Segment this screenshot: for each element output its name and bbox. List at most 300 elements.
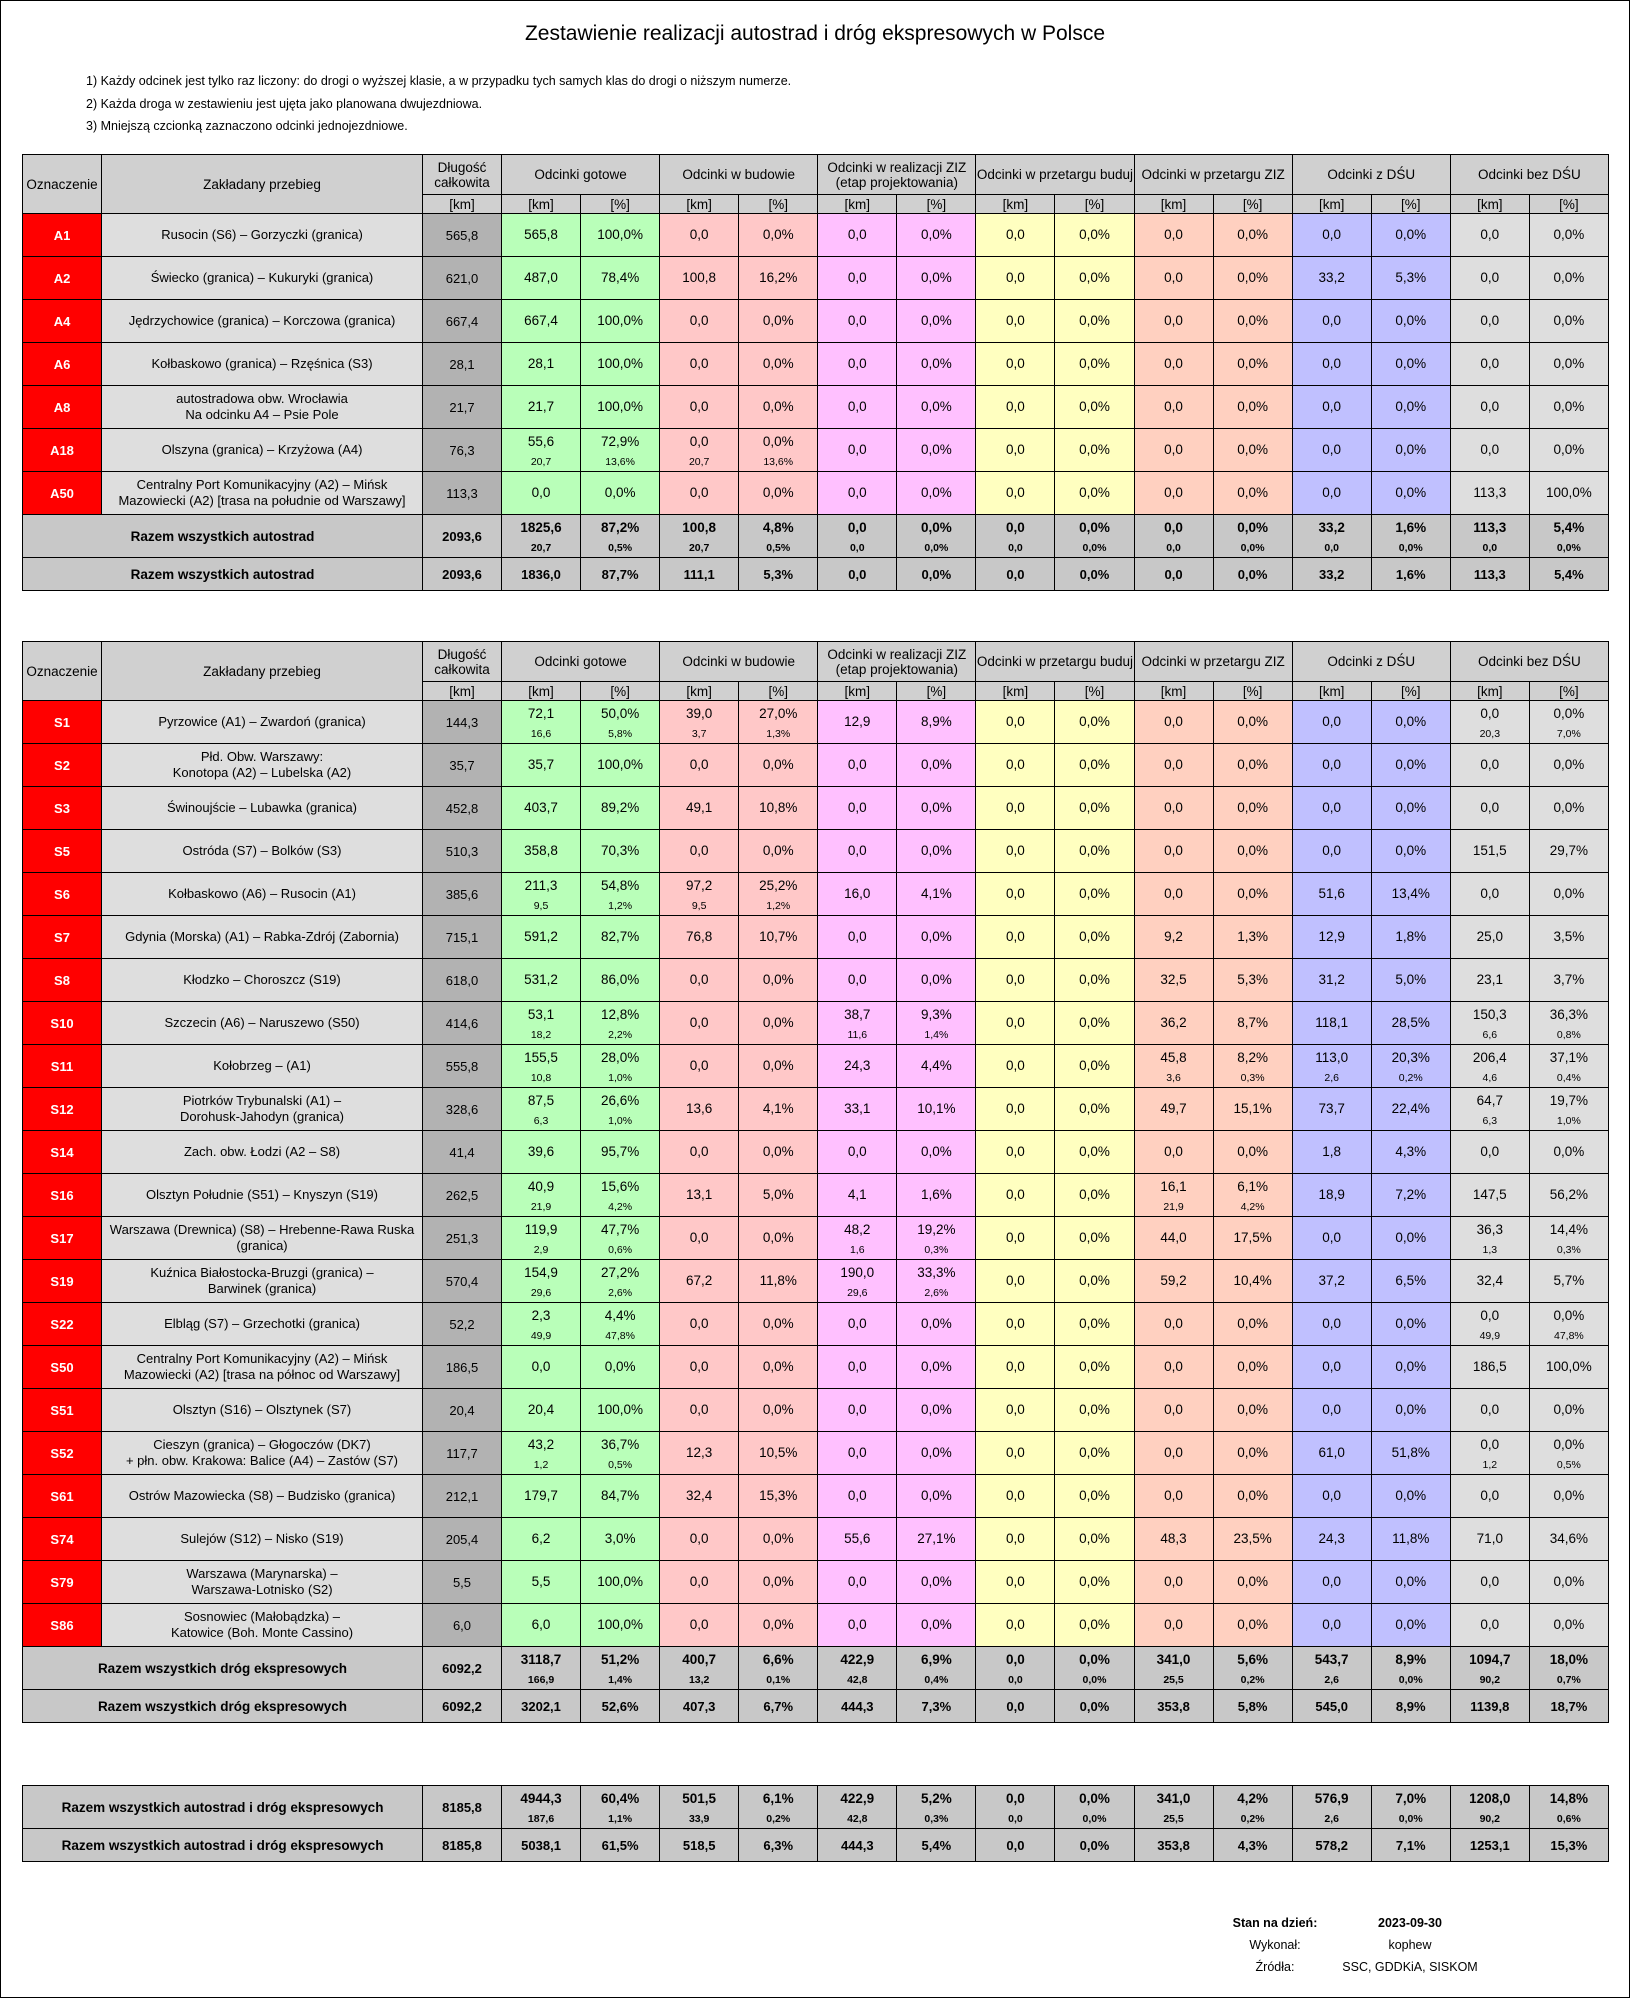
value-main: 0,0 xyxy=(1164,356,1183,371)
value-main: 0,0% xyxy=(1553,1574,1585,1589)
cell-dsu-pct xyxy=(1371,744,1450,787)
value-main: 1,6% xyxy=(1395,520,1427,535)
cell-przetarg-buduj-km xyxy=(976,873,1055,916)
value-single-carriageway: 13,6% xyxy=(605,456,635,468)
value-main: 0,0% xyxy=(1079,227,1110,242)
cell-przetarg-ziz-km xyxy=(1134,916,1213,959)
cell-gotowe-pct xyxy=(581,1260,660,1303)
cell-ziz-pct xyxy=(897,873,976,916)
road-code: S86 xyxy=(23,1604,102,1647)
value-main: 0,0% xyxy=(604,485,636,500)
cell-ziz-pct xyxy=(897,1303,976,1346)
value-single-carriageway: 49,9 xyxy=(1479,1330,1501,1342)
value-main: 86,0% xyxy=(600,972,640,987)
value-main: 341,0 xyxy=(1156,1791,1191,1806)
road-row-s17 xyxy=(23,1217,1609,1260)
value-main: 8,9% xyxy=(1395,1652,1427,1667)
cell-dsu-km: 545,0 xyxy=(1292,1690,1371,1723)
value-main: 16,0 xyxy=(844,886,871,901)
unit-pct: [%] xyxy=(739,682,818,701)
value-main: 0,0% xyxy=(1079,800,1110,815)
value-main: 3118,7 xyxy=(520,1652,562,1667)
cell-przetarg-ziz-pct xyxy=(1213,214,1292,257)
cell-budowa-pct xyxy=(739,1045,818,1088)
value-main: 0,0% xyxy=(1237,442,1268,457)
value-main: 0,0 xyxy=(1480,399,1500,414)
cell-dsu-km xyxy=(1292,214,1371,257)
value-single-carriageway: 2,6% xyxy=(924,1287,949,1299)
value-main: 0,0% xyxy=(1079,1791,1110,1806)
value-main: 0,0 xyxy=(1164,313,1183,328)
cell-przetarg-ziz-pct xyxy=(1213,744,1292,787)
value-main: 28,0% xyxy=(600,1050,640,1065)
value-main: 32,4 xyxy=(686,1488,713,1503)
value-main: 0,0 xyxy=(847,1617,867,1632)
value-main: 1,8 xyxy=(1322,1144,1342,1159)
header-length: Długość całkowita xyxy=(423,155,502,195)
value-main: 13,6 xyxy=(686,1101,713,1116)
value-main: 0,0 xyxy=(1164,399,1183,414)
value-main: 150,3 xyxy=(1472,1007,1507,1022)
cell-dsu-km xyxy=(1292,300,1371,343)
value-main: 0,0% xyxy=(762,434,794,449)
cell-przetarg-ziz-km xyxy=(1134,701,1213,744)
header-group-przetarg-ziz: Odcinki w przetargu ZIZ xyxy=(1134,642,1292,682)
cell-przetarg-buduj-pct xyxy=(1055,744,1134,787)
value-main: 501,5 xyxy=(682,1791,717,1806)
road-code: S52 xyxy=(23,1432,102,1475)
cell-bez-dsu-km xyxy=(1450,1217,1529,1260)
value-single-carriageway: 0,2% xyxy=(1240,1674,1265,1686)
cell-przetarg-buduj-km xyxy=(976,916,1055,959)
value-main: 0,0% xyxy=(604,1359,636,1374)
road-code: A8 xyxy=(23,386,102,429)
value-main: 5,0% xyxy=(762,1187,794,1202)
cell-dsu-km xyxy=(1292,701,1371,744)
value-main: 89,2% xyxy=(600,800,640,815)
value-main: 100,0% xyxy=(1545,1359,1592,1374)
value-main: 4,4% xyxy=(920,1058,952,1073)
road-route: Cieszyn (granica) – Głogoczów (DK7) + płn. obw. Krakowa: Balice (A4) – Zastów (S7) xyxy=(102,1432,423,1475)
road-code: S1 xyxy=(23,701,102,744)
value-main: 15,3% xyxy=(759,1488,798,1503)
value-single-carriageway: 2,6% xyxy=(608,1287,633,1299)
value-main: 0,0% xyxy=(1079,929,1110,944)
value-main: 33,2 xyxy=(1318,520,1345,535)
value-main: 0,0% xyxy=(1395,1617,1427,1632)
value-main: 100,0% xyxy=(597,757,643,772)
cell-bez-dsu-km xyxy=(1450,1174,1529,1217)
cell-gotowe-pct xyxy=(581,1088,660,1131)
road-row-s74 xyxy=(23,1518,1609,1561)
road-code: S5 xyxy=(23,830,102,873)
total-label: Razem wszystkich autostrad xyxy=(23,515,423,558)
value-single-carriageway: 0,2% xyxy=(1240,1813,1265,1825)
cell-bez-dsu-km xyxy=(1450,300,1529,343)
value-main: 0,0 xyxy=(1006,270,1025,285)
road-route: Kołobrzeg – (A1) xyxy=(102,1045,423,1088)
cell-bez-dsu-km xyxy=(1450,386,1529,429)
cell-przetarg-buduj-pct xyxy=(1055,1432,1134,1475)
cell-przetarg-ziz-pct xyxy=(1213,429,1292,472)
value-main: 0,0% xyxy=(920,399,952,414)
cell-dsu-pct xyxy=(1371,386,1450,429)
unit-km: [km] xyxy=(976,195,1055,214)
cell-ziz-km: 444,3 xyxy=(818,1690,897,1723)
road-row-s3 xyxy=(23,787,1609,830)
cell-przetarg-buduj-km xyxy=(976,1260,1055,1303)
cell-przetarg-ziz-km xyxy=(1134,1432,1213,1475)
cell-bez-dsu-km xyxy=(1450,1260,1529,1303)
total-row xyxy=(23,1647,1609,1690)
cell-budowa-pct: 6,3% xyxy=(739,1829,818,1862)
cell-ziz-pct xyxy=(897,1475,976,1518)
value-main: 61,0 xyxy=(1318,1445,1345,1460)
value-single-carriageway: 0,3% xyxy=(924,1813,949,1825)
cell-gotowe-km xyxy=(502,1475,581,1518)
value-single-carriageway: 1,3 xyxy=(1482,1244,1498,1256)
value-main: 15,6% xyxy=(600,1179,640,1194)
value-main: 0,0% xyxy=(1237,227,1268,242)
value-main: 0,0 xyxy=(1164,757,1183,772)
cell-przetarg-buduj-pct xyxy=(1055,787,1134,830)
value-main: 0,0% xyxy=(1079,757,1110,772)
value-single-carriageway: 20,7 xyxy=(530,542,552,554)
value-main: 0,0 xyxy=(1006,520,1025,535)
cell-przetarg-buduj-km xyxy=(976,830,1055,873)
unit-km: [km] xyxy=(660,682,739,701)
cell-ziz-km xyxy=(818,1131,897,1174)
cell-gotowe-pct xyxy=(581,257,660,300)
cell-gotowe-km xyxy=(502,1260,581,1303)
value-single-carriageway: 21,9 xyxy=(1163,1201,1184,1213)
value-main: 72,9% xyxy=(600,434,640,449)
header-group-budowa: Odcinki w budowie xyxy=(660,642,818,682)
value-main: 0,0 xyxy=(689,1531,709,1546)
value-main: 64,7 xyxy=(1476,1093,1503,1108)
value-main: 27,2% xyxy=(600,1265,640,1280)
value-main: 0,0% xyxy=(762,1316,794,1331)
value-main: 0,0% xyxy=(920,1617,952,1632)
value-main: 0,0% xyxy=(1395,800,1427,815)
cell-bez-dsu-pct xyxy=(1529,343,1608,386)
total-row xyxy=(23,1786,1609,1829)
cell-gotowe-pct xyxy=(581,343,660,386)
value-main: 45,8 xyxy=(1160,1050,1187,1065)
value-main: 0,0 xyxy=(1480,313,1500,328)
value-single-carriageway: 0,5% xyxy=(608,1459,633,1471)
value-main: 0,0 xyxy=(1480,270,1500,285)
value-main: 0,0% xyxy=(920,1445,952,1460)
cell-przetarg-buduj-pct xyxy=(1055,1002,1134,1045)
value-single-carriageway: 3,7 xyxy=(691,728,707,740)
cell-przetarg-buduj-pct xyxy=(1055,1045,1134,1088)
value-main: 3,5% xyxy=(1553,929,1585,944)
cell-ziz-km xyxy=(818,1786,897,1829)
value-single-carriageway: 9,5 xyxy=(691,900,707,912)
cell-dsu-km xyxy=(1292,830,1371,873)
value-main: 0,0% xyxy=(1237,1617,1268,1632)
cell-ziz-pct xyxy=(897,1432,976,1475)
cell-ziz-pct: 7,3% xyxy=(897,1690,976,1723)
value-main: 0,0% xyxy=(1237,520,1268,535)
value-main: 0,0% xyxy=(762,1574,794,1589)
value-main: 0,0 xyxy=(1322,1402,1342,1417)
value-single-carriageway: 1,4% xyxy=(608,1674,633,1686)
cell-gotowe-pct xyxy=(581,873,660,916)
cell-gotowe-km xyxy=(502,1045,581,1088)
unit-km: [km] xyxy=(976,682,1055,701)
cell-ziz-km xyxy=(818,1045,897,1088)
value-main: 0,0 xyxy=(1006,1058,1025,1073)
value-main: 5,6% xyxy=(1237,1652,1268,1667)
value-main: 10,4% xyxy=(1233,1273,1272,1288)
cell-ziz-pct xyxy=(897,1174,976,1217)
value-main: 0,0 xyxy=(1164,1488,1183,1503)
value-single-carriageway: 1,2 xyxy=(533,1459,549,1471)
cell-dsu-pct: 7,1% xyxy=(1371,1829,1450,1862)
cell-budowa-km xyxy=(660,1303,739,1346)
value-main: 23,5% xyxy=(1233,1531,1272,1546)
value-main: 0,0 xyxy=(1164,1144,1183,1159)
value-main: 49,7 xyxy=(1160,1101,1187,1116)
wszystkie-table xyxy=(22,1785,1609,1862)
value-main: 0,0 xyxy=(1164,442,1183,457)
value-main: 0,0 xyxy=(1322,485,1342,500)
value-main: 0,0 xyxy=(689,757,709,772)
value-main: 87,5 xyxy=(527,1093,555,1108)
value-main: 400,7 xyxy=(682,1652,717,1667)
unit-pct: [%] xyxy=(1213,682,1292,701)
value-main: 10,8% xyxy=(759,800,798,815)
cell-dsu-km xyxy=(1292,916,1371,959)
value-main: 24,3 xyxy=(1318,1531,1345,1546)
value-main: 0,0 xyxy=(847,1144,867,1159)
cell-ziz-pct xyxy=(897,744,976,787)
cell-przetarg-buduj-km xyxy=(976,343,1055,386)
cell-dsu-pct xyxy=(1371,959,1450,1002)
cell-przetarg-buduj-km xyxy=(976,1217,1055,1260)
total-label: Razem wszystkich dróg ekspresowych xyxy=(23,1647,423,1690)
value-main: 0,0 xyxy=(1480,1144,1500,1159)
cell-gotowe-pct xyxy=(581,1518,660,1561)
road-route: Kuźnica Białostocka-Bruzgi (granica) – Barwinek (granica) xyxy=(102,1260,423,1303)
value-main: 531,2 xyxy=(524,972,558,987)
value-main: 0,0% xyxy=(1553,1402,1585,1417)
value-main: 341,0 xyxy=(1156,1652,1191,1667)
value-main: 16,1 xyxy=(1160,1179,1187,1194)
value-main: 87,2% xyxy=(600,520,640,535)
cell-budowa-km xyxy=(660,701,739,744)
cell-ziz-km xyxy=(818,1002,897,1045)
road-code: S22 xyxy=(23,1303,102,1346)
value-single-carriageway: 0,7% xyxy=(1556,1674,1581,1686)
road-code: A4 xyxy=(23,300,102,343)
header-code: Oznaczenie xyxy=(23,155,102,214)
cell-budowa-km: 407,3 xyxy=(660,1690,739,1723)
value-main: 0,0 xyxy=(689,843,709,858)
cell-budowa-pct xyxy=(739,1174,818,1217)
value-main: 0,0% xyxy=(920,843,952,858)
cell-ziz-km xyxy=(818,744,897,787)
value-single-carriageway: 0,0 xyxy=(1008,542,1023,554)
cell-budowa-pct xyxy=(739,1647,818,1690)
road-route: Pyrzowice (A1) – Zwardoń (granica) xyxy=(102,701,423,744)
value-single-carriageway: 20,3 xyxy=(1479,728,1501,740)
cell-budowa-pct xyxy=(739,1475,818,1518)
value-main: 56,2% xyxy=(1549,1187,1589,1202)
cell-gotowe-pct xyxy=(581,1647,660,1690)
value-main: 147,5 xyxy=(1472,1187,1507,1202)
cell-gotowe-pct: 52,6% xyxy=(581,1690,660,1723)
cell-dsu-pct xyxy=(1371,1131,1450,1174)
road-code: S12 xyxy=(23,1088,102,1131)
cell-przetarg-ziz-pct xyxy=(1213,1217,1292,1260)
cell-bez-dsu-pct xyxy=(1529,386,1608,429)
cell-ziz-pct xyxy=(897,959,976,1002)
value-main: 0,0 xyxy=(1322,757,1342,772)
value-main: 51,2% xyxy=(600,1652,640,1667)
cell-przetarg-buduj-pct xyxy=(1055,300,1134,343)
value-main: 0,0% xyxy=(1079,843,1110,858)
road-row-s12 xyxy=(23,1088,1609,1131)
road-length: 212,1 xyxy=(423,1475,502,1518)
value-main: 0,0 xyxy=(1480,706,1500,721)
cell-gotowe-pct xyxy=(581,1432,660,1475)
cell-ziz-pct xyxy=(897,1217,976,1260)
value-main: 0,0 xyxy=(1164,714,1183,729)
value-main: 38,7 xyxy=(844,1007,871,1022)
cell-bez-dsu-pct xyxy=(1529,1217,1608,1260)
value-main: 0,0 xyxy=(1164,1617,1183,1632)
value-main: 1,3% xyxy=(1237,929,1268,944)
cell-bez-dsu-pct xyxy=(1529,1174,1608,1217)
cell-gotowe-pct xyxy=(581,1045,660,1088)
cell-przetarg-ziz-pct xyxy=(1213,1647,1292,1690)
cell-przetarg-buduj-pct xyxy=(1055,429,1134,472)
cell-budowa-pct xyxy=(739,1303,818,1346)
cell-ziz-km xyxy=(818,701,897,744)
value-main: 0,0% xyxy=(1237,270,1268,285)
value-single-carriageway: 42,8 xyxy=(847,1813,868,1825)
value-main: 0,0 xyxy=(689,1144,709,1159)
value-main: 72,1 xyxy=(527,706,555,721)
cell-przetarg-buduj-km xyxy=(976,1131,1055,1174)
road-route: Centralny Port Komunikacyjny (A2) – Mińsk Mazowiecki (A2) [trasa na południe od Warszawy] xyxy=(102,472,423,515)
cell-ziz-km xyxy=(818,214,897,257)
cell-bez-dsu-pct xyxy=(1529,1518,1608,1561)
cell-gotowe-pct xyxy=(581,300,660,343)
cell-ziz-pct: 0,0% xyxy=(897,558,976,591)
road-route: Kołbaskowo (granica) – Rzęśnica (S3) xyxy=(102,343,423,386)
value-main: 55,6 xyxy=(844,1531,871,1546)
cell-budowa-km xyxy=(660,257,739,300)
value-main: 100,8 xyxy=(682,520,717,535)
value-main: 18,9 xyxy=(1318,1187,1345,1202)
value-main: 1,6% xyxy=(920,1187,952,1202)
value-main: 0,0 xyxy=(1006,399,1025,414)
value-main: 0,0 xyxy=(689,1058,709,1073)
value-main: 186,5 xyxy=(1472,1359,1507,1374)
value-main: 0,0% xyxy=(1079,1359,1110,1374)
value-single-carriageway: 2,6 xyxy=(1324,1072,1339,1084)
cell-budowa-pct xyxy=(739,959,818,1002)
value-main: 49,1 xyxy=(686,800,713,815)
cell-budowa-pct xyxy=(739,1131,818,1174)
value-single-carriageway: 42,8 xyxy=(847,1674,868,1686)
cell-budowa-pct: 5,3% xyxy=(739,558,818,591)
cell-bez-dsu-km xyxy=(1450,429,1529,472)
cell-bez-dsu-pct xyxy=(1529,701,1608,744)
value-main: 0,0 xyxy=(689,485,709,500)
cell-ziz-km xyxy=(818,429,897,472)
road-code: S19 xyxy=(23,1260,102,1303)
cell-dsu-pct xyxy=(1371,1786,1450,1829)
cell-bez-dsu-km: 1139,8 xyxy=(1450,1690,1529,1723)
cell-ziz-pct xyxy=(897,701,976,744)
value-main: 34,6% xyxy=(1549,1531,1589,1546)
value-single-carriageway: 0,0% xyxy=(924,542,949,554)
value-main: 0,0 xyxy=(1480,227,1500,242)
cell-bez-dsu-pct: 5,4% xyxy=(1529,558,1608,591)
value-main: 0,0 xyxy=(1006,442,1025,457)
cell-przetarg-buduj-pct xyxy=(1055,1518,1134,1561)
road-row-s11 xyxy=(23,1045,1609,1088)
cell-przetarg-ziz-km xyxy=(1134,429,1213,472)
value-single-carriageway: 0,0% xyxy=(1398,542,1423,554)
cell-przetarg-buduj-km xyxy=(976,429,1055,472)
value-main: 0,0% xyxy=(920,227,952,242)
cell-gotowe-km xyxy=(502,916,581,959)
cell-dsu-pct xyxy=(1371,1432,1450,1475)
value-single-carriageway: 2,6 xyxy=(1324,1813,1339,1825)
road-code: S61 xyxy=(23,1475,102,1518)
unit-pct: [%] xyxy=(1213,195,1292,214)
header-route: Zakładany przebieg xyxy=(102,642,423,701)
cell-bez-dsu-km xyxy=(1450,1131,1529,1174)
value-main: 0,0% xyxy=(762,1058,794,1073)
cell-dsu-km xyxy=(1292,959,1371,1002)
road-route: Kłodzko – Choroszcz (S19) xyxy=(102,959,423,1002)
cell-ziz-pct xyxy=(897,386,976,429)
cell-bez-dsu-km xyxy=(1450,1045,1529,1088)
cell-dsu-pct xyxy=(1371,472,1450,515)
header-group-ziz: Odcinki w realizacji ZIZ (etap projektowania) xyxy=(818,155,976,195)
cell-budowa-pct xyxy=(739,1389,818,1432)
value-main: 0,0 xyxy=(1322,1488,1342,1503)
road-length: 385,6 xyxy=(423,873,502,916)
value-main: 0,0% xyxy=(762,1015,794,1030)
cell-przetarg-buduj-pct xyxy=(1055,214,1134,257)
road-row-s79 xyxy=(23,1561,1609,1604)
value-main: 0,0% xyxy=(1079,1187,1110,1202)
value-single-carriageway: 0,2% xyxy=(766,1813,791,1825)
value-main: 0,0% xyxy=(762,313,794,328)
cell-budowa-pct xyxy=(739,214,818,257)
cell-budowa-pct: 6,7% xyxy=(739,1690,818,1723)
cell-przetarg-ziz-pct xyxy=(1213,787,1292,830)
total-label: Razem wszystkich autostrad i dróg ekspresowych xyxy=(23,1829,423,1862)
value-main: 0,0% xyxy=(762,1230,794,1245)
cell-gotowe-pct xyxy=(581,1174,660,1217)
value-main: 0,0% xyxy=(1395,485,1427,500)
value-single-carriageway: 0,0 xyxy=(1008,1813,1023,1825)
cell-gotowe-pct xyxy=(581,515,660,558)
cell-ziz-pct xyxy=(897,787,976,830)
value-main: 0,0 xyxy=(1006,1230,1025,1245)
cell-budowa-km xyxy=(660,830,739,873)
value-main: 0,0 xyxy=(689,1402,709,1417)
